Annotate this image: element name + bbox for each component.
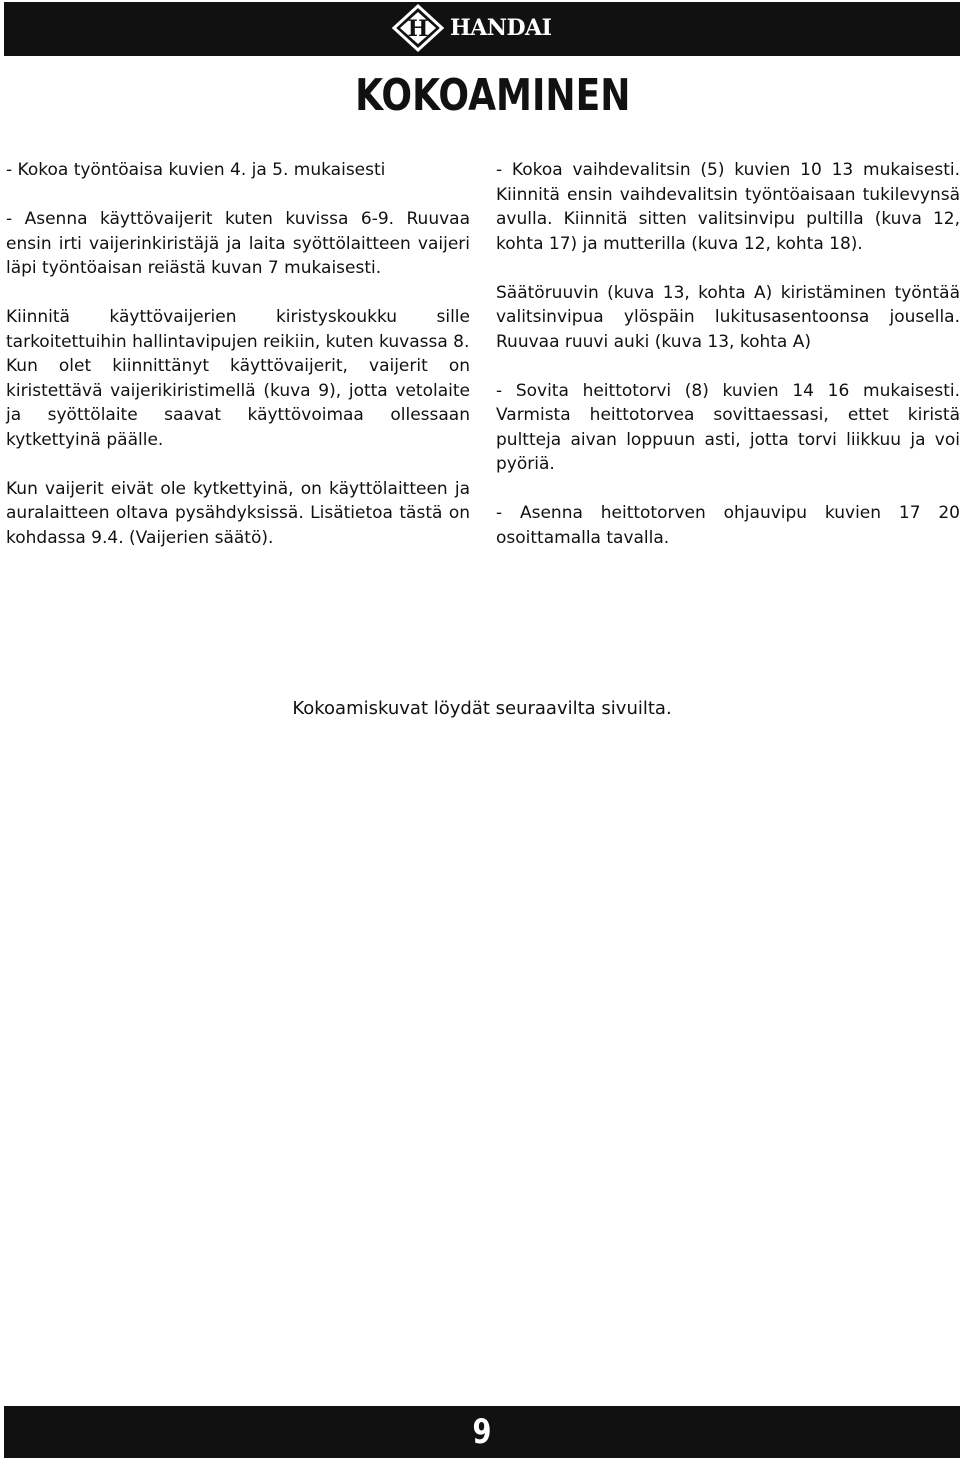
paragraph: Kun olet kiinnittänyt käyttövaijerit, vaijerit on kiristettävä vaijerikiristimellä (kuva 9), jotta vetolaite ja syöttölaite saavat käyttövoimaa ollessaan kytkettyinä päälle.	[6, 356, 470, 450]
paragraph: - Sovita heittotorvi (8) kuvien 14 16 mukaisesti. Varmista heittotorvea sovittaessasi, ettet kiristä pultteja aivan loppuun asti, jotta torvi liikkuu ja voi pyöriä.	[496, 380, 960, 474]
paragraph: - Kokoa työntöaisa kuvien 4. ja 5. mukaisesti	[6, 160, 386, 180]
paragraph: Säätöruuvin (kuva 13, kohta A) kiristäminen työntää valitsinvipua ylöspäin lukitusasentoonsa jousella. Ruuvaa ruuvi auki (kuva 13, kohta A)	[496, 282, 960, 352]
page-number: 9	[472, 1412, 492, 1452]
diamond-h-logo-icon	[392, 4, 444, 52]
paragraph: - Asenna heittotorven ohjauvipu kuvien 17 20 osoittamalla tavalla.	[496, 503, 960, 548]
logo-letter: H	[407, 16, 429, 42]
brand-logo	[392, 4, 551, 52]
page-title: KOKOAMINEN	[355, 70, 631, 121]
paragraph: Kiinnitä käyttövaijerien kiristyskoukku sille tarkoitettuihin hallintavipujen reikiin, kuten kuvassa 8.	[6, 307, 470, 352]
left-column	[6, 158, 470, 550]
paragraph: - Asenna käyttövaijerit kuten kuvissa 6-9. Ruuvaa ensin irti vaijerinkiristäjä ja laita syöttölaitteen vaijeri läpi työntöaisan reiästä kuvan 7 mukaisesti.	[6, 209, 470, 278]
brand-name: HANDAI	[450, 15, 552, 41]
footer-note: Kokoamiskuvat löydät seuraavilta sivuilta.	[292, 698, 672, 719]
paragraph: Kun vaijerit eivät ole kytkettyinä, on käyttölaitteen ja auralaitteen oltava pysähdyksissä. Lisätietoa tästä on kohdassa 9.4. (Vaijerien säätö).	[6, 478, 470, 548]
right-column	[496, 158, 960, 550]
paragraph: - Kokoa vaihdevalitsin (5) kuvien 10 13 mukaisesti. Kiinnitä ensin vaihdevalitsin työntöaisaan tukilevynsä avulla. Kiinnitä sitten valitsinvipu pultilla (kuva 12, kohta 17) ja mutterilla (kuva 12, kohta 18).	[496, 160, 960, 254]
